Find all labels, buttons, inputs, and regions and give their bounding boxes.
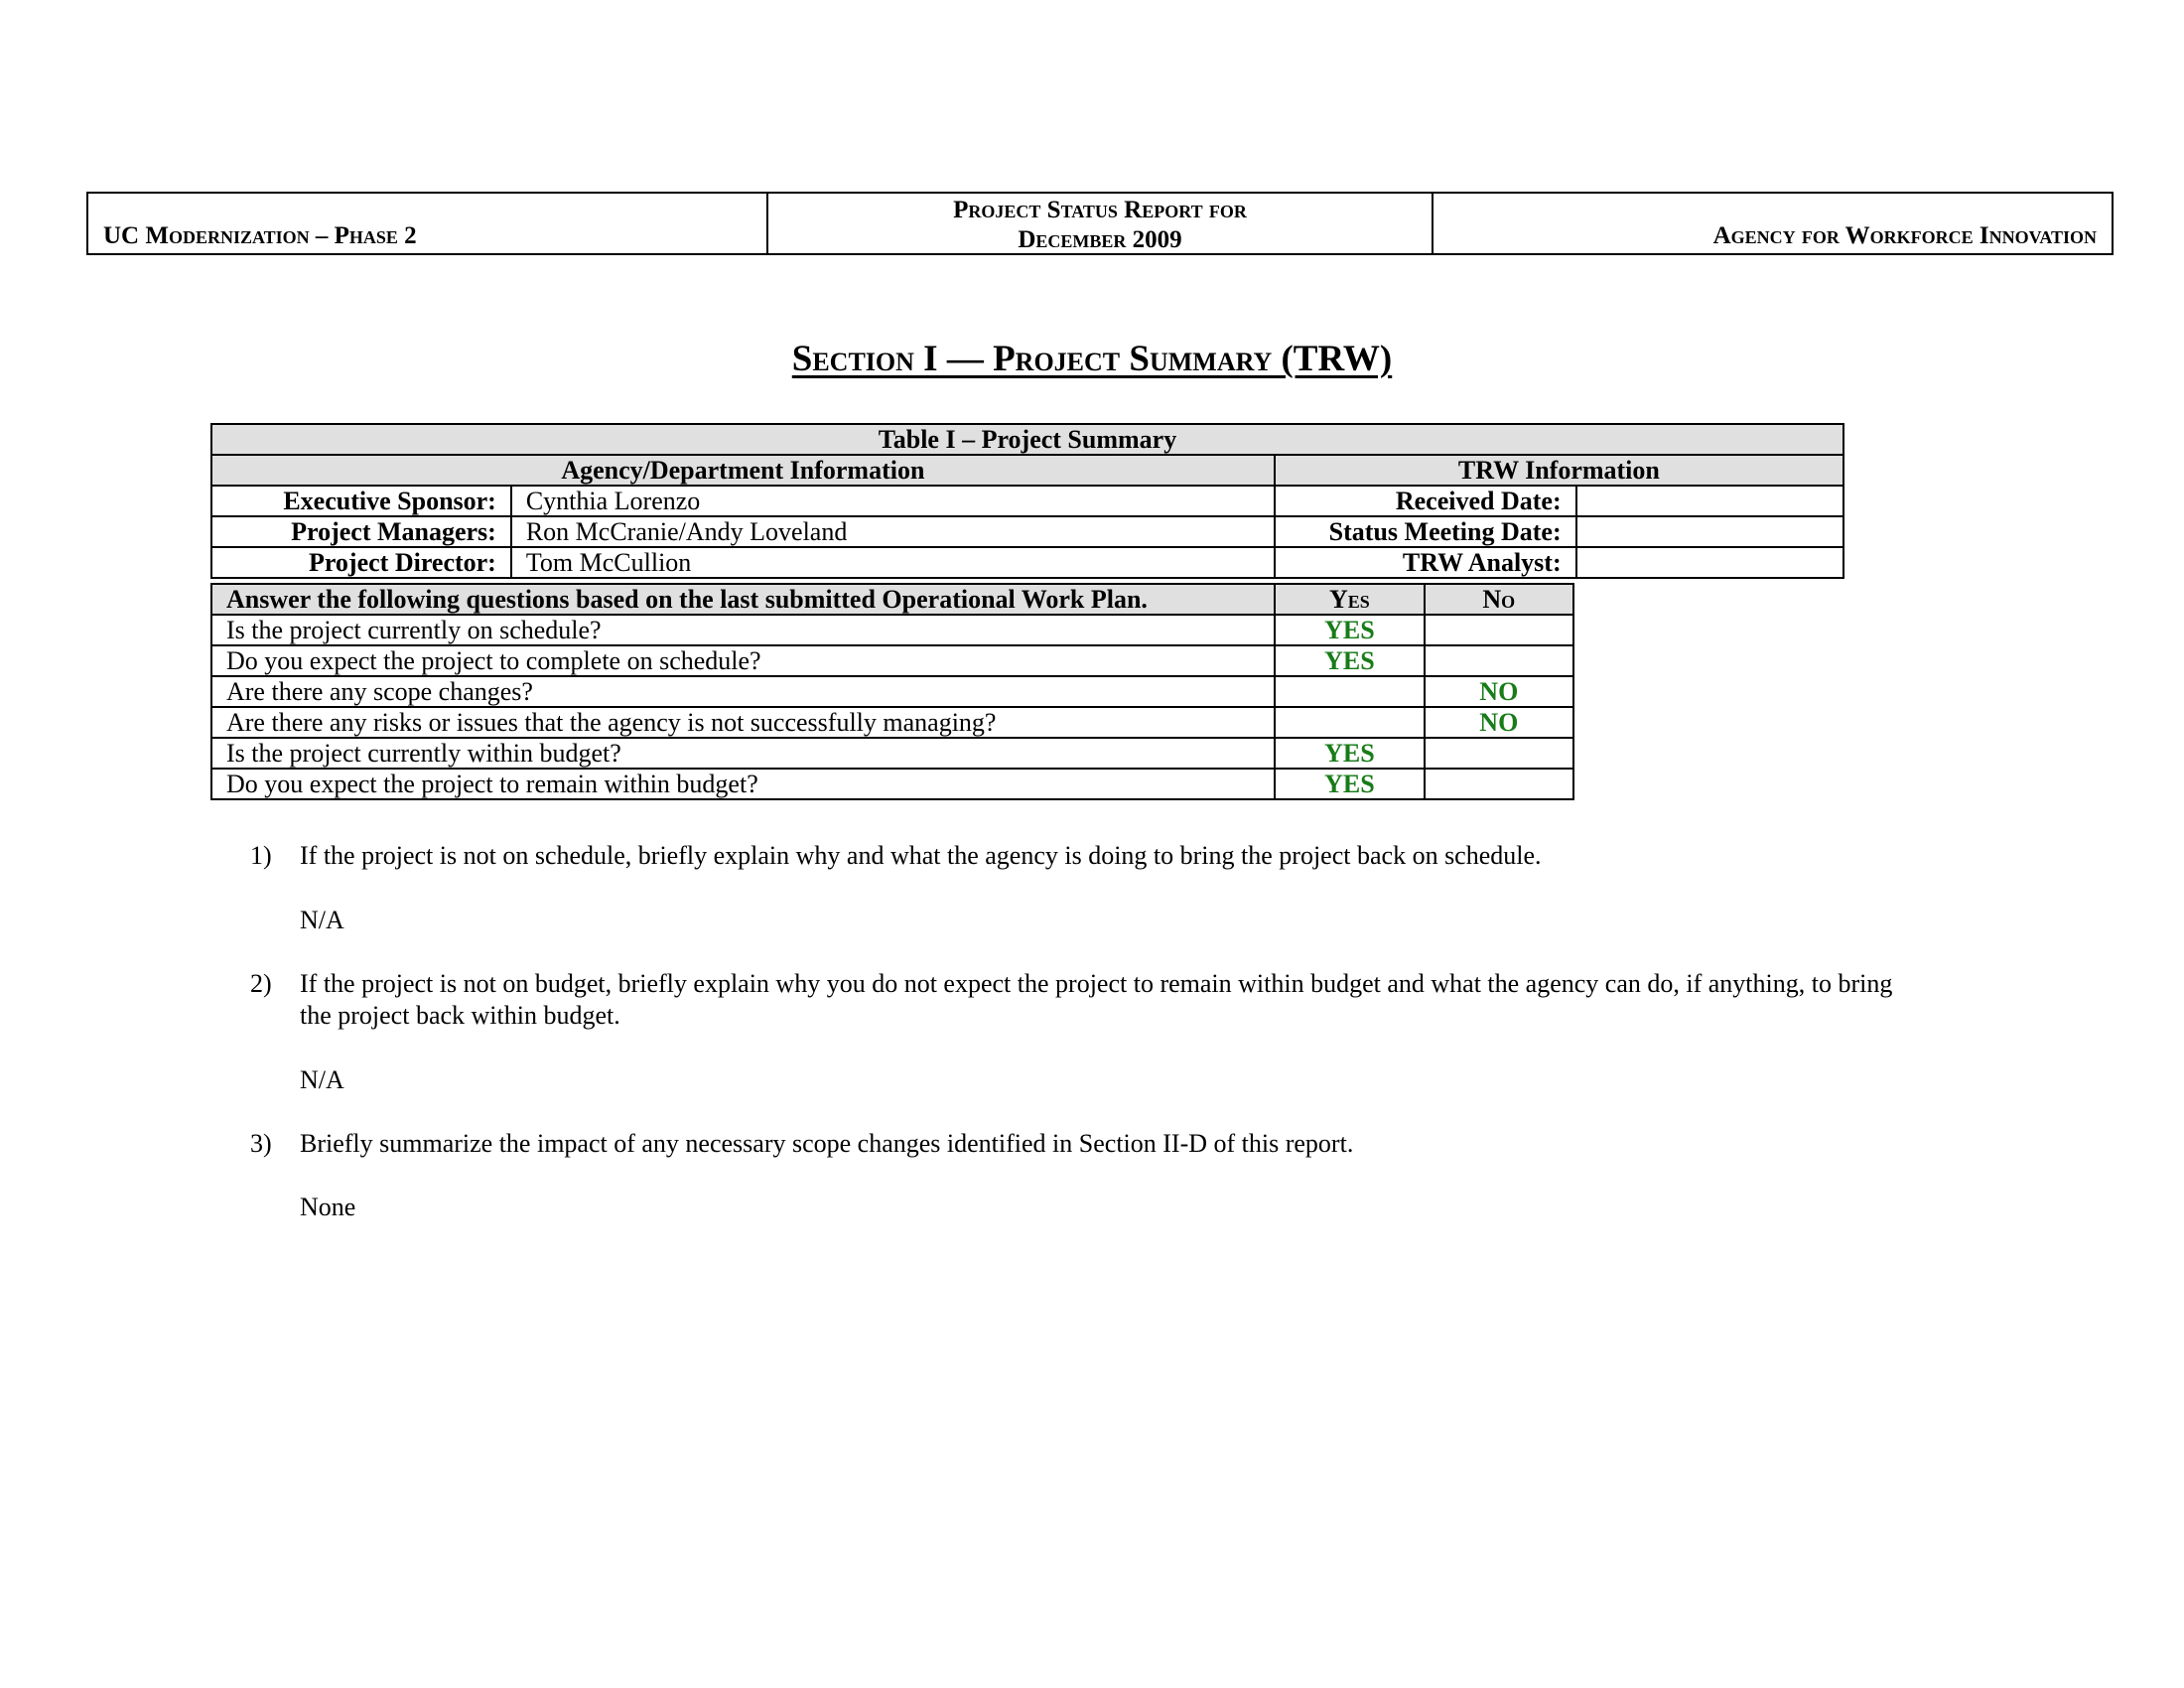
item-answer: None bbox=[300, 1193, 356, 1221]
header-project-name: UC Modernization – Phase 2 bbox=[103, 222, 417, 249]
section-title: Section I — Project Summary (TRW) bbox=[791, 339, 1393, 379]
question-text: Is the project currently within budget? bbox=[211, 738, 1275, 769]
question-text: Is the project currently on schedule? bbox=[211, 615, 1275, 645]
yes-answer: YES bbox=[1275, 645, 1424, 676]
table-row bbox=[211, 769, 1573, 799]
no-answer bbox=[1425, 738, 1573, 769]
status-meeting-date-value bbox=[1576, 516, 1843, 547]
project-summary-table bbox=[210, 423, 1844, 579]
table-row bbox=[211, 547, 1843, 578]
no-answer bbox=[1425, 769, 1573, 799]
trw-analyst-label: TRW Analyst: bbox=[1275, 547, 1576, 578]
questions-instruction: Answer the following questions based on the last submitted Operational Work Plan. bbox=[211, 584, 1275, 615]
executive-sponsor-value: Cynthia Lorenzo bbox=[511, 486, 1275, 516]
item-answer: N/A bbox=[300, 906, 344, 934]
no-answer bbox=[1425, 615, 1573, 645]
table-caption: Table I – Project Summary bbox=[211, 424, 1843, 455]
table-caption-row bbox=[211, 424, 1843, 455]
project-director-label: Project Director: bbox=[211, 547, 511, 578]
executive-sponsor-label: Executive Sponsor: bbox=[211, 486, 511, 516]
questions-table bbox=[210, 583, 1574, 800]
table-row bbox=[211, 645, 1573, 676]
project-managers-value: Ron McCranie/Andy Loveland bbox=[511, 516, 1275, 547]
received-date-label: Received Date: bbox=[1275, 486, 1576, 516]
item-number: 3) bbox=[250, 1129, 272, 1158]
report-header bbox=[86, 192, 2114, 255]
no-answer: NO bbox=[1425, 707, 1573, 738]
table-row bbox=[211, 615, 1573, 645]
yes-answer bbox=[1275, 707, 1424, 738]
header-title-line2: December 2009 bbox=[1018, 226, 1182, 253]
yes-column-header: Yes bbox=[1275, 584, 1424, 615]
no-answer bbox=[1425, 645, 1573, 676]
item-text-line: If the project is not on budget, briefly explain why you do not expect the project to remain within budget and what the agency can do, if anything, to bring bbox=[300, 969, 1893, 998]
header-title-line1: Project Status Report for bbox=[953, 197, 1247, 223]
item-text bbox=[300, 968, 2087, 1032]
question-text: Do you expect the project to remain within budget? bbox=[211, 769, 1275, 799]
trw-analyst-value bbox=[1576, 547, 1843, 578]
no-answer: NO bbox=[1425, 676, 1573, 707]
table-row bbox=[211, 676, 1573, 707]
header-report-title bbox=[766, 194, 1432, 253]
yes-answer: YES bbox=[1275, 615, 1424, 645]
table-row bbox=[211, 486, 1843, 516]
question-text: Are there any risks or issues that the agency is not successfully managing? bbox=[211, 707, 1275, 738]
question-text: Do you expect the project to complete on schedule? bbox=[211, 645, 1275, 676]
table-section-header-row bbox=[211, 455, 1843, 486]
yes-answer: YES bbox=[1275, 769, 1424, 799]
table-row bbox=[211, 738, 1573, 769]
question-text: Are there any scope changes? bbox=[211, 676, 1275, 707]
table-row bbox=[211, 516, 1843, 547]
status-meeting-date-label: Status Meeting Date: bbox=[1275, 516, 1576, 547]
item-text-line: the project back within budget. bbox=[300, 1001, 620, 1030]
received-date-value bbox=[1576, 486, 1843, 516]
no-column-header: No bbox=[1425, 584, 1573, 615]
trw-info-header: TRW Information bbox=[1275, 455, 1843, 486]
item-text: If the project is not on schedule, briefly explain why and what the agency is doing to bring the project back on schedule. bbox=[300, 841, 1542, 870]
item-text: Briefly summarize the impact of any necessary scope changes identified in Section II-D of this report. bbox=[300, 1129, 1354, 1158]
header-agency-name: Agency for Workforce Innovation bbox=[1432, 194, 2112, 253]
item-number: 1) bbox=[250, 841, 272, 870]
questions-header-row bbox=[211, 584, 1573, 615]
yes-answer bbox=[1275, 676, 1424, 707]
yes-answer: YES bbox=[1275, 738, 1424, 769]
project-director-value: Tom McCullion bbox=[511, 547, 1275, 578]
project-managers-label: Project Managers: bbox=[211, 516, 511, 547]
agency-info-header: Agency/Department Information bbox=[211, 455, 1275, 486]
table-row bbox=[211, 707, 1573, 738]
item-number: 2) bbox=[250, 969, 272, 998]
item-answer: N/A bbox=[300, 1065, 344, 1094]
